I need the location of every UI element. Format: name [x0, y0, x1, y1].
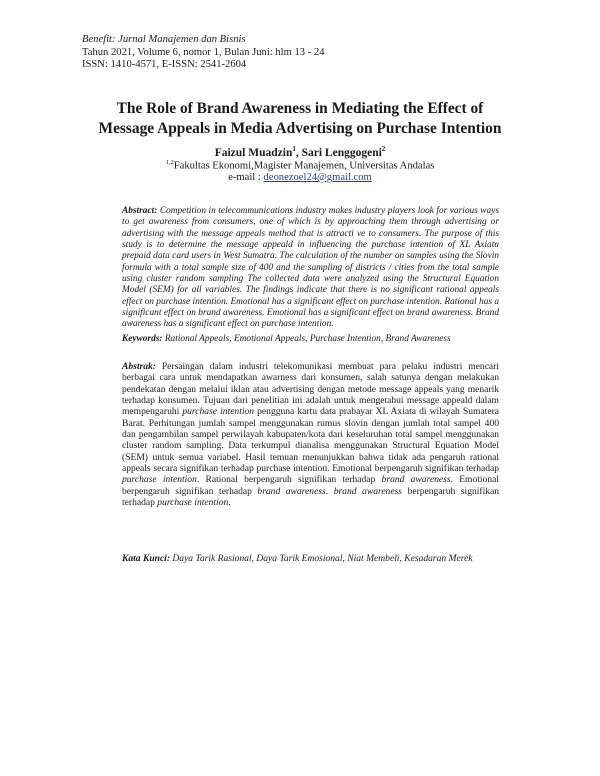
paper-title — [40, 99, 560, 139]
affiliation-mark: 1,2 — [165, 159, 174, 166]
abstract-text: Competition in telecommunications industry makes industry players look for various ways to get awareness from consumers, one of which is by approaching them through advertising or advertising with the message appeals method that is attracti ve to consumers. The purpose of this study is to determine the message appeald in influencing the purchase intention of XL Axiata prepaid data card users in West Sumatra. The calculation of the number on samples using the Slovin formula with a total sample size of 400 and the sampling of districts / cities from the total sample using cluster random sampling The collected data were analyzed using the Structural Equation Model (SEM) for all variables. The findings indicate that there is no significant rational appeals effect on purchase intention. Emotional has a significant effect on purchase intention. Rational has a significant effect on brand awareness. Emotional has a significant effect on brand awareness. Brand awareness has a significant effect on purchase intention. — [122, 206, 499, 330]
abstrak-text: berpengaruh signifikan terhadap — [122, 485, 500, 509]
contact-email — [0, 171, 600, 184]
abstract-english — [122, 206, 499, 331]
paper-title-line-2: Message Appeals in Media Advertising on Purchase Intention — [98, 120, 502, 137]
abstrak-italic-term: brand awareness — [333, 485, 403, 497]
journal-issn: ISSN: 1410-4571, E-ISSN: 2541-2604 — [82, 59, 247, 71]
abstrak-text: . — [228, 497, 231, 509]
abstrak-text: pengguna kartu data prabayar XL Axiata di wilayah Sumatera Barat. Perhitungan jumlah sampel menggunakan rumus slovin dengan jumlah total sampel 400 dan pengambilan sampel perwilayah kabupaten/kota dari keseluruhan total sampel menggunakan cluster random sampling. Data terkumpul dianalisa menggunakan Structural Equation Model (SEM) untuk semua variabel. Hasil temuan menunjukkan bahwa tidak ada pengaruh rational appeals secara signifikan terhadap purchase intention. Emotional berpengaruh signifikan terhadap — [122, 406, 499, 475]
abstrak-text: . — [325, 485, 334, 497]
author-affiliation-mark: 1 — [292, 145, 296, 153]
journal-name: Benefit: Jurnal Manajemen dan Bisnis — [82, 34, 246, 45]
abstract-label: Abstract: — [122, 206, 158, 216]
keywords-text: Rational Appeals, Emotional Appeals, Purchase Intention, Brand Awareness — [162, 334, 451, 344]
email-link[interactable]: deonezoel24@gmail.com — [263, 172, 372, 183]
affiliation-text: Fakultas Ekonomi,Magister Manajemen, Universitas Andalas — [173, 160, 435, 172]
email-label: e-mail : — [228, 172, 264, 183]
paper-title-line-1: The Role of Brand Awareness in Mediating the Effect of — [116, 100, 484, 117]
keywords-indonesian — [122, 553, 499, 564]
abstrak-italic-term: brand awareness — [257, 485, 326, 497]
author-name: Sari Lenggogeni — [301, 146, 382, 159]
journal-header — [82, 34, 325, 72]
keywords-label: Keywords: — [122, 334, 163, 344]
kata-kunci-label: Kata Kunci: — [122, 553, 171, 564]
journal-issue: Tahun 2021, Volume 6, nomor 1, Bulan Juni: hlm 13 - 24 — [82, 46, 325, 58]
abstrak-italic-term: purchase intention — [157, 497, 229, 509]
abstrak-italic-term: purchase intention — [182, 406, 255, 418]
abstrak-text: . Emotional berpengaruh signifikan terhadap — [122, 474, 499, 497]
abstrak-italic-term: purchase intention — [122, 474, 197, 486]
abstract-indonesian — [122, 361, 499, 508]
author-affiliation-mark: 2 — [381, 145, 386, 153]
author-separator: , — [295, 146, 302, 159]
author-name: Faizul Muadzin — [214, 146, 293, 159]
abstrak-text: Persaingan dalam industri telekomunikasi membuat para pelaku industri mencari berbagai cara untuk mendapatkan awarness dari konsumen, salah satunya dengan melakukan pendekatan dengan melalui iklan atau advertising dengan metode message appeals yang menarik terhadap konsumen. Tujuan dari penelitian ini adalah untuk mengetahui message appeald dalam mempengaruhi — [122, 361, 499, 418]
keywords-english — [122, 334, 499, 345]
kata-kunci-text: Daya Tarik Rasional, Daya Tarik Emosional, Niat Membeli, Kesadaran Merek — [170, 553, 473, 564]
abstrak-text: . Rational berpengaruh signifikan terhadap — [196, 474, 382, 486]
abstrak-label: Abstrak: — [122, 361, 156, 372]
abstrak-italic-term: brand awareness — [381, 474, 451, 486]
